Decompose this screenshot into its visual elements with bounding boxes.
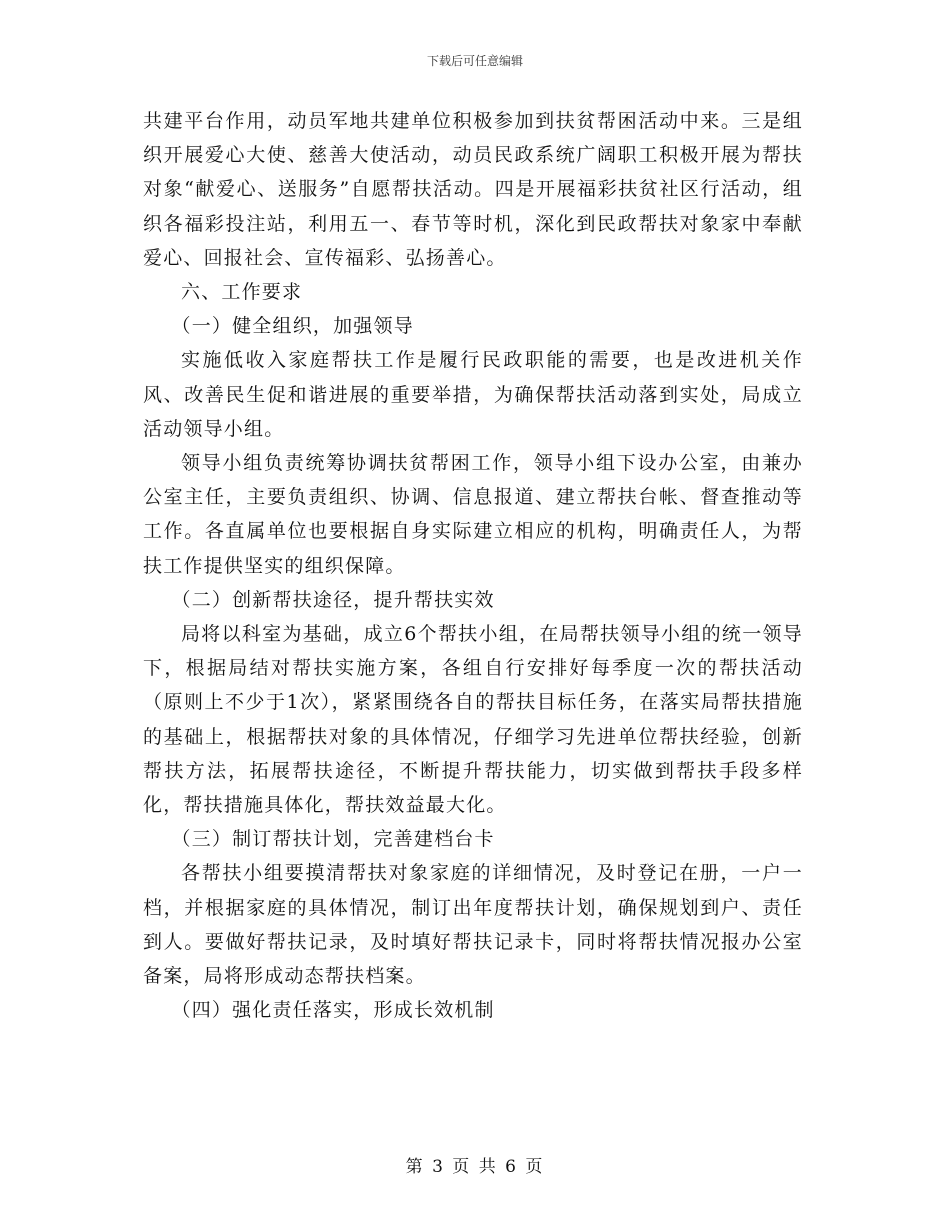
section-heading-6: 六、工作要求	[181, 281, 303, 304]
subheading-4: （四）强化责任落实，形成长效机制	[171, 999, 495, 1022]
paragraph-1: 实施低收入家庭帮扶工作是履行民政职能的需要，也是改进机关作风、改善民生促和谐进展的重要举措，为确保帮扶活动落到实处，局成立活动领导小组。	[143, 349, 803, 440]
paragraph-continuation: 共建平台作用，动员军地共建单位积极参加到扶贫帮困活动中来。三是组织开展爱心大使、慈善大使活动，动员民政系统广阔职工积极开展为帮扶对象“献爱心、送服务”自愿帮扶活动。四是开展福彩扶贫社区行活动，组织各福彩投注站，利用五一、春节等时机，深化到民政帮扶对象家中奉献爱心、回报社会、宣传福彩、弘扬善心。	[143, 110, 803, 269]
document-body	[143, 104, 803, 1027]
subheading-3: （三）制订帮扶计划，完善建档台卡	[171, 828, 495, 851]
paragraph-3: 局将以科室为基础，成立6个帮扶小组，在局帮扶领导小组的统一领导下，根据局结对帮扶实施方案，各组自行安排好每季度一次的帮扶活动（原则上不少于1次），紧紧围绕各自的帮扶目标任务，在落实局帮扶措施的基础上，根据帮扶对象的具体情况，仔细学习先进单位帮扶经验，创新帮扶方法，拓展帮扶途径，不断提升帮扶能力，切实做到帮扶手段多样化，帮扶措施具体化，帮扶效益最大化。	[143, 623, 803, 817]
subheading-1: （一）健全组织，加强领导	[171, 315, 414, 338]
paragraph-2: 领导小组负责统筹协调扶贫帮困工作，领导小组下设办公室，由兼办公室主任，主要负责组织、协调、信息报道、建立帮扶台帐、督查推动等工作。各直属单位也要根据自身实际建立相应的机构，明确责任人，为帮扶工作提供坚实的组织保障。	[143, 452, 803, 577]
paragraph-4: 各帮扶小组要摸清帮扶对象家庭的详细情况，及时登记在册，一户一档，并根据家庭的具体情况，制订出年度帮扶计划，确保规划到户、责任到人。要做好帮扶记录，及时填好帮扶记录卡，同时将帮扶情况报办公室备案，局将形成动态帮扶档案。	[143, 862, 803, 988]
subheading-2: （二）创新帮扶途径，提升帮扶实效	[171, 588, 495, 611]
page-header: 下载后可任意编辑	[426, 54, 523, 68]
page-footer: 第 3 页 共 6 页	[405, 1157, 545, 1177]
